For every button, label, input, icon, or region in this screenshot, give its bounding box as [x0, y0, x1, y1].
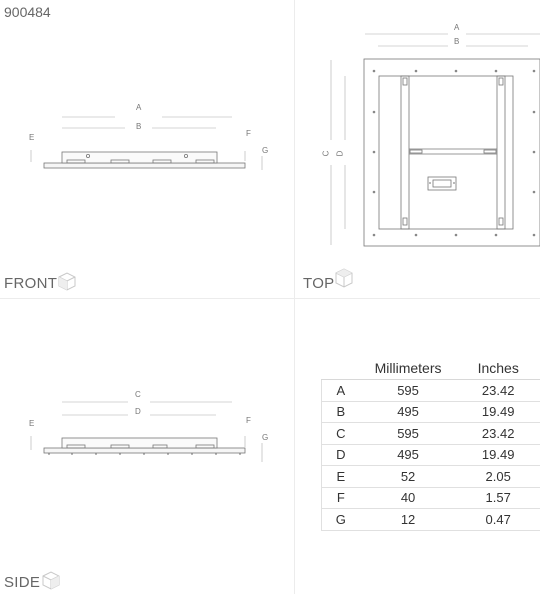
table-header-row: [322, 357, 540, 380]
top-view-label: TOP: [303, 275, 335, 292]
row-mm: 595: [360, 423, 457, 445]
table-row: [322, 444, 540, 466]
dimensions-table: [321, 357, 540, 531]
side-dim-f: F: [246, 416, 251, 425]
front-view-label: FRONT: [4, 275, 58, 292]
row-mm: 52: [360, 466, 457, 488]
row-in: 0.47: [456, 509, 540, 531]
side-dim-c: C: [135, 390, 141, 399]
header-letter: [322, 357, 360, 380]
row-mm: 595: [360, 380, 457, 402]
top-dim-a: A: [454, 23, 460, 32]
table-row: [322, 380, 540, 402]
row-mm: 40: [360, 487, 457, 509]
row-letter: E: [322, 466, 360, 488]
table-row: [322, 509, 540, 531]
row-in: 23.42: [456, 380, 540, 402]
front-dim-f: F: [246, 129, 251, 138]
top-dim-b: B: [454, 37, 460, 46]
row-in: 23.42: [456, 423, 540, 445]
top-dim-c: C: [321, 150, 331, 157]
row-mm: 495: [360, 444, 457, 466]
row-in: 19.49: [456, 401, 540, 423]
header-inches: Inches: [456, 357, 540, 380]
row-letter: C: [322, 423, 360, 445]
product-code: 900484: [4, 4, 51, 20]
table-row: [322, 487, 540, 509]
header-millimeters: Millimeters: [360, 357, 457, 380]
row-in: 19.49: [456, 444, 540, 466]
top-cube-icon: [333, 266, 355, 290]
row-letter: D: [322, 444, 360, 466]
front-dim-a: A: [136, 103, 142, 112]
row-mm: 12: [360, 509, 457, 531]
side-dim-e: E: [29, 419, 35, 428]
row-letter: B: [322, 401, 360, 423]
table-row: [322, 401, 540, 423]
table-row: [322, 466, 540, 488]
front-dim-e: E: [29, 133, 35, 142]
row-letter: A: [322, 380, 360, 402]
side-view-label: SIDE: [4, 574, 41, 591]
row-in: 1.57: [456, 487, 540, 509]
row-letter: G: [322, 509, 360, 531]
side-dim-d: D: [135, 407, 141, 416]
front-dim-g: G: [262, 146, 269, 155]
side-dim-g: G: [262, 433, 269, 442]
row-mm: 495: [360, 401, 457, 423]
table-row: [322, 423, 540, 445]
front-dim-b: B: [136, 122, 142, 131]
top-dim-d: D: [335, 150, 345, 157]
side-cube-icon: [40, 570, 62, 590]
row-letter: F: [322, 487, 360, 509]
row-in: 2.05: [456, 466, 540, 488]
